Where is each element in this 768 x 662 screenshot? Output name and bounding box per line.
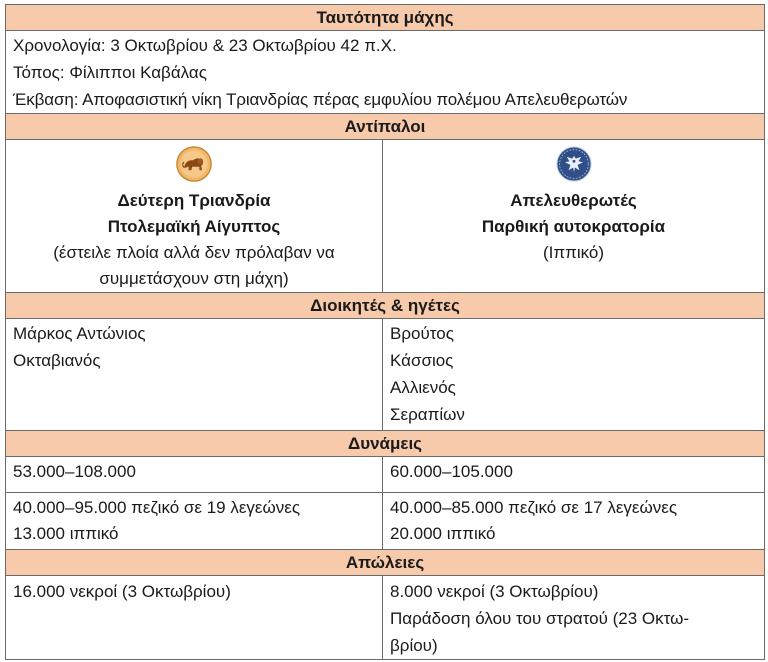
identity-info (6, 31, 765, 114)
loss-line: βρίου) (390, 636, 438, 655)
forces-right-total: 60.000–105.000 (383, 457, 765, 493)
forces-left-total: 53.000–108.000 (6, 457, 383, 493)
right-name-1: Απελευθερωτές (510, 191, 637, 210)
losses-left (6, 576, 383, 660)
commanders-header: Διοικητές & ηγέτες (6, 293, 765, 319)
forces-line: 40.000–95.000 πεζικό σε 19 λεγεώνες (13, 498, 301, 517)
commanders-right (383, 319, 765, 431)
lion-emblem-icon (176, 146, 212, 182)
identity-header: Ταυτότητα μάχης (6, 5, 765, 31)
loss-line: Παράδοση όλου του στρατού (23 Οκτω- (390, 609, 690, 628)
outcome-line: Έκβαση: Αποφασιστική νίκη Τριανδρίας πέρας εμφυλίου πολέμου Απελευθερωτών (13, 90, 628, 109)
eagle-emblem-icon (556, 146, 592, 182)
forces-line: 40.000–85.000 πεζικό σε 17 λεγεώνες (390, 498, 678, 517)
loss-line: 8.000 νεκροί (3 Οκτωβρίου) (390, 582, 599, 601)
forces-line: 20.000 ιππικό (390, 524, 496, 543)
losses-right (383, 576, 765, 660)
forces-line: 13.000 ιππικό (13, 524, 119, 543)
commander-item: Κάσσιος (390, 351, 454, 370)
commander-item: Βρούτος (390, 324, 454, 343)
left-name-1: Δεύτερη Τριανδρία (117, 191, 271, 210)
commanders-left (6, 319, 383, 431)
place-line: Τόπος: Φίλιπποι Καβάλας (13, 63, 207, 82)
opponent-right (383, 140, 765, 293)
battle-infobox (5, 4, 765, 660)
commander-item: Σεραπίων (390, 405, 465, 424)
opponent-left (6, 140, 383, 293)
left-name-2: Πτολεμαϊκή Αίγυπτος (107, 217, 281, 236)
opponents-header: Αντίπαλοι (6, 114, 765, 140)
forces-header: Δυνάμεις (6, 431, 765, 457)
commander-item: Μάρκος Αντώνιος (13, 324, 146, 343)
commander-item: Αλλιενός (390, 378, 456, 397)
left-note-2: συμμετάσχουν στη μάχη) (99, 269, 289, 288)
losses-header: Απώλειες (6, 550, 765, 576)
right-name-2: Παρθική αυτοκρατορία (481, 217, 666, 236)
right-note-1: (Ιππικό) (542, 243, 605, 262)
date-line: Χρονολογία: 3 Οκτωβρίου & 23 Οκτωβρίου 42 π.Χ. (13, 36, 397, 55)
commander-item: Οκταβιανός (13, 351, 101, 370)
forces-right-detail (383, 493, 765, 550)
left-note-1: (έστειλε πλοία αλλά δεν πρόλαβαν να (53, 243, 335, 262)
loss-line: 16.000 νεκροί (3 Οκτωβρίου) (13, 582, 231, 601)
forces-left-detail (6, 493, 383, 550)
